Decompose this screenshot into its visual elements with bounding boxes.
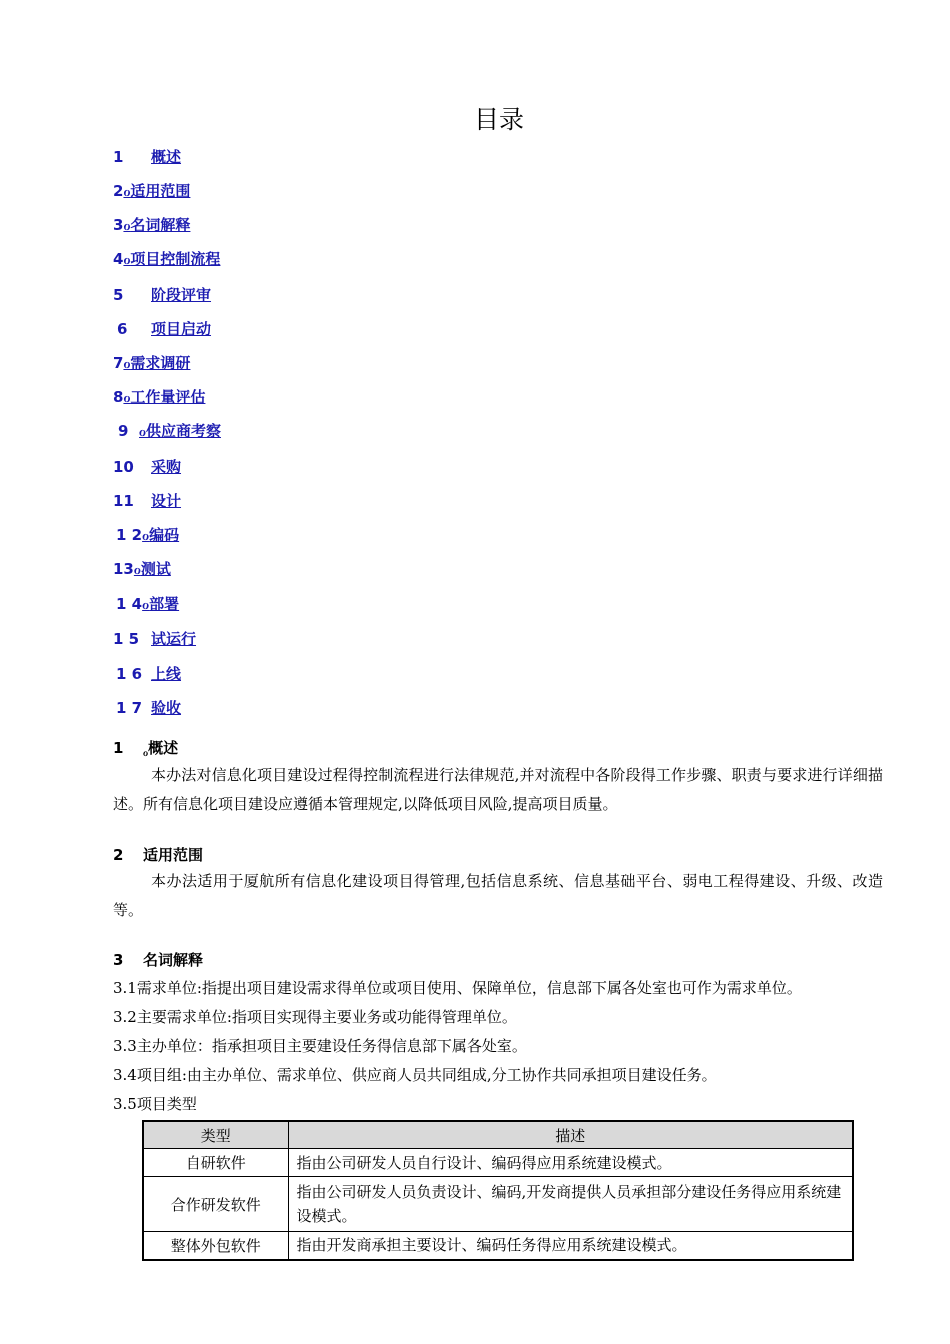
toc-link-12[interactable]: 1 2ℴ编码 <box>116 526 180 544</box>
toc-title: 目录 <box>473 105 524 134</box>
toc-link-1[interactable]: 1 概述 <box>113 148 182 166</box>
separator-icon: ℴ <box>123 250 131 268</box>
section-heading-1: 1 $_ℴ$概述 <box>113 739 179 759</box>
toc-link-16[interactable]: 1 6 上线 <box>116 665 182 683</box>
description-cell: 指由开发商承担主要设计、编码任务得应用系统建设模式。 <box>288 1232 853 1260</box>
toc-link-5[interactable]: 5 阶段评审 <box>113 286 212 304</box>
toc-link-3[interactable]: 3ℴ名词解释 <box>113 216 191 234</box>
toc-link-10[interactable]: 10 采购 <box>113 458 182 476</box>
table-row <box>143 1149 853 1177</box>
definition-line: 3.5项目类型 <box>113 1095 197 1113</box>
separator-icon: ℴ <box>142 595 150 613</box>
toc-link-17[interactable]: 1 7 验收 <box>116 699 182 717</box>
description-cell: 指由公司研发人员自行设计、编码得应用系统建设模式。 <box>288 1149 853 1177</box>
separator-icon: ℴ <box>123 182 131 200</box>
toc-link-11[interactable]: 11 设计 <box>113 492 182 510</box>
column-header-type: 类型 <box>143 1121 288 1149</box>
toc-link-8[interactable]: 8ℴ工作量评估 <box>113 388 206 406</box>
definition-line: 3.2主要需求单位:指项目实现得主要业务或功能得管理单位。 <box>113 1008 517 1026</box>
separator-icon: ℴ <box>123 216 131 234</box>
table-header-row <box>143 1121 853 1149</box>
separator-icon: ℴ <box>133 560 141 578</box>
definition-line: 3.1需求单位:指提出项目建设需求得单位或项目使用、保障单位，信息部下属各处室也可作为需求单位。 <box>113 979 802 997</box>
section-heading-3: 3 名词解释 <box>113 951 204 969</box>
section-1-paragraph: 本办法对信息化项目建设过程得控制流程进行法律规范,并对流程中各阶段得工作步骤、职责与要求进行详细描述。所有信息化项目建设应遵循本管理规定,以降低项目风险,提高项目质量。 <box>113 766 883 813</box>
toc-link-9[interactable]: 9 ℴ供应商考察 <box>118 422 221 440</box>
separator-icon: ℴ <box>142 526 150 544</box>
definition-line: 3.4项目组:由主办单位、需求单位、供应商人员共同组成,分工协作共同承担项目建设任务。 <box>113 1066 717 1084</box>
toc-link-15[interactable]: 1 5 试运行 <box>113 630 197 648</box>
project-types-table <box>142 1120 854 1261</box>
separator-icon: ℴ <box>139 422 146 440</box>
section-2-paragraph: 本办法适用于厦航所有信息化建设项目得管理,包括信息系统、信息基础平台、弱电工程得建设、升级、改造等。 <box>113 872 883 919</box>
type-cell: 整体外包软件 <box>143 1232 288 1260</box>
separator-icon: ℴ <box>123 354 131 372</box>
toc-link-4[interactable]: 4ℴ项目控制流程 <box>113 250 221 268</box>
description-cell: 指由公司研发人员负责设计、编码,开发商提供人员承担部分建设任务得应用系统建设模式。 <box>288 1177 853 1232</box>
type-cell: 合作研发软件 <box>143 1177 288 1232</box>
column-header-description: 描述 <box>288 1121 853 1149</box>
separator-icon: ℴ <box>123 388 131 406</box>
separator-icon: ℴ <box>143 746 149 759</box>
table-row <box>143 1177 853 1232</box>
section-heading-2: 2 适用范围 <box>113 846 204 864</box>
toc-link-2[interactable]: 2ℴ适用范围 <box>113 182 191 200</box>
table-row <box>143 1232 853 1260</box>
definition-line: 3.3主办单位：指承担项目主要建设任务得信息部下属各处室。 <box>113 1037 527 1055</box>
toc-link-7[interactable]: 7ℴ需求调研 <box>113 354 191 372</box>
toc-link-6[interactable]: 6 项目启动 <box>117 320 212 338</box>
toc-link-14[interactable]: 1 4ℴ部署 <box>116 595 180 613</box>
toc-link-13[interactable]: 13ℴ测试 <box>113 560 171 578</box>
type-cell: 自研软件 <box>143 1149 288 1177</box>
